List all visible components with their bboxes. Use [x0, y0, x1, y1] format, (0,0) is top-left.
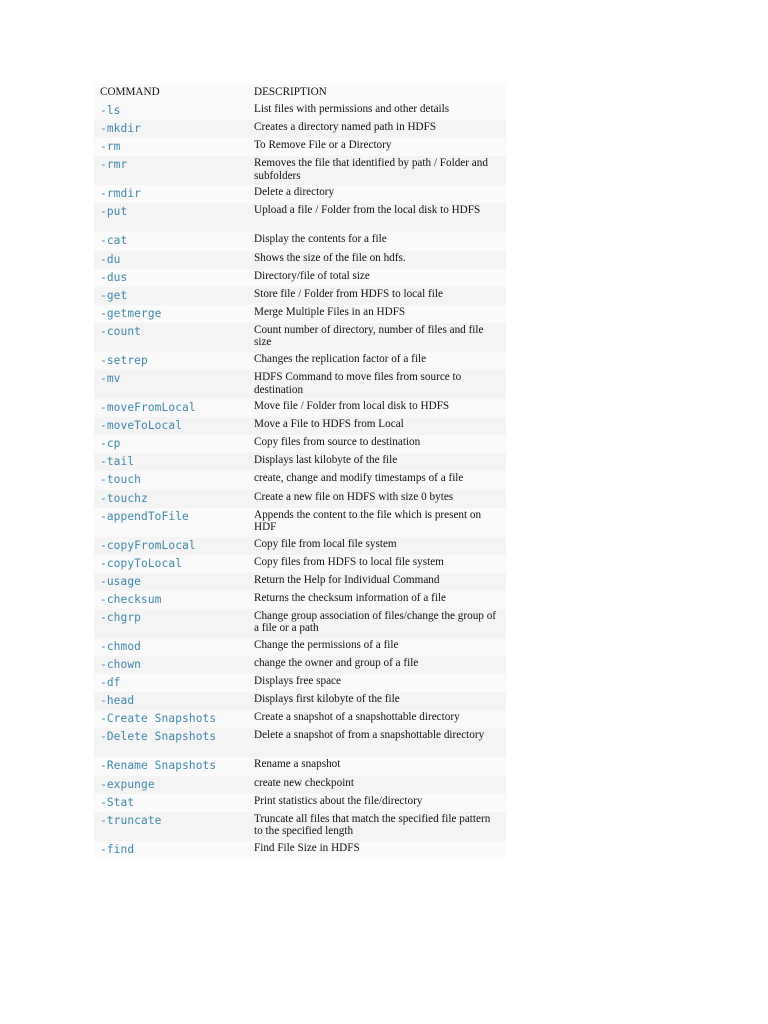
- hdfs-commands-table: [94, 84, 506, 859]
- table-row: [94, 573, 506, 591]
- table-header-row: [94, 84, 506, 102]
- description-cell: Changes the replication factor of a file: [254, 352, 427, 365]
- command-cell: -Delete Snapshots: [100, 730, 217, 744]
- command-cell: -mv: [100, 372, 121, 386]
- command-cell: -setrep: [100, 353, 148, 367]
- table-row: [94, 638, 506, 656]
- command-cell: -expunge: [100, 777, 155, 791]
- command-cell: -checksum: [100, 592, 162, 606]
- command-cell: -du: [100, 252, 121, 266]
- command-cell: -truncate: [100, 813, 162, 827]
- description-cell: change the owner and group of a file: [254, 657, 419, 670]
- table-row: [94, 102, 506, 120]
- table-row: [94, 508, 506, 537]
- command-cell: -moveToLocal: [100, 419, 183, 433]
- table-row: [94, 417, 506, 435]
- command-cell: -find: [100, 842, 135, 856]
- description-cell: Copy file from local file system: [254, 537, 397, 550]
- table-row: [94, 812, 506, 841]
- table-row: [94, 728, 506, 757]
- description-cell: Change group association of files/change the group of a file or a path: [254, 609, 497, 635]
- description-cell: Shows the size of the file on hdfs.: [254, 251, 406, 264]
- table-row: [94, 710, 506, 728]
- table-row: [94, 120, 506, 138]
- table-row: [94, 287, 506, 305]
- table-row: [94, 323, 506, 352]
- command-cell: -head: [100, 694, 135, 708]
- command-cell: -chmod: [100, 639, 142, 653]
- command-cell: -copyFromLocal: [100, 538, 196, 552]
- table-row: [94, 794, 506, 812]
- command-cell: -chgrp: [100, 610, 142, 624]
- command-cell: -mkdir: [100, 122, 142, 136]
- command-cell: -getmerge: [100, 306, 162, 320]
- table-row: [94, 471, 506, 489]
- description-cell: Removes the file that identified by path / Folder and subfolders: [254, 157, 488, 182]
- command-cell: -rmdir: [100, 187, 142, 201]
- description-cell: Print statistics about the file/directory: [254, 794, 423, 807]
- table-row: [94, 841, 506, 859]
- description-cell: Change the permissions of a file: [254, 638, 399, 651]
- description-cell: Creates a directory named path in HDFS: [254, 121, 437, 134]
- table-row: [94, 453, 506, 471]
- description-cell: Rename a snapshot: [254, 758, 341, 771]
- description-cell: Delete a snapshot of from a snapshottable directory: [254, 729, 485, 742]
- table-row: [94, 609, 506, 638]
- description-cell: Create a new file on HDFS with size 0 bytes: [254, 490, 454, 503]
- table-row: [94, 269, 506, 287]
- command-cell: -put: [100, 205, 128, 219]
- command-cell: -get: [100, 288, 128, 302]
- description-cell: Store file / Folder from HDFS to local file: [254, 287, 443, 300]
- table-row: [94, 692, 506, 710]
- table-row: [94, 435, 506, 453]
- table-row: [94, 370, 506, 399]
- command-cell: -rmr: [100, 158, 128, 172]
- table-row: [94, 757, 506, 775]
- table-row: [94, 138, 506, 156]
- table-row: [94, 352, 506, 370]
- description-cell: create new checkpoint: [254, 776, 355, 789]
- table-row: [94, 203, 506, 232]
- command-cell: -count: [100, 324, 142, 338]
- description-cell: Directory/file of total size: [254, 269, 370, 282]
- command-cell: -ls: [100, 104, 121, 118]
- description-cell: Find File Size in HDFS: [254, 841, 360, 854]
- command-cell: -moveFromLocal: [100, 401, 196, 415]
- description-cell: HDFS Command to move files from source to destination: [254, 371, 462, 396]
- command-cell: -copyToLocal: [100, 556, 183, 570]
- description-cell: Returns the checksum information of a file: [254, 591, 446, 604]
- table-row: [94, 537, 506, 555]
- description-cell: Merge Multiple Files in an HDFS: [254, 305, 406, 318]
- table-row: [94, 591, 506, 609]
- description-cell: Delete a directory: [254, 186, 335, 199]
- command-cell: -df: [100, 676, 121, 690]
- table-row: [94, 305, 506, 323]
- command-cell: -tail: [100, 455, 135, 469]
- description-cell: Copy files from HDFS to local file system: [254, 555, 444, 568]
- description-cell: Move file / Folder from local disk to HDFS: [254, 400, 450, 413]
- description-cell: Count number of directory, number of files and file size: [254, 323, 484, 349]
- description-cell: Return the Help for Individual Command: [254, 573, 440, 586]
- description-cell: Displays free space: [254, 675, 341, 688]
- description-cell: Upload a file / Folder from the local disk to HDFS: [254, 204, 481, 217]
- command-cell: -dus: [100, 270, 128, 284]
- table-row: [94, 555, 506, 573]
- command-cell: -touchz: [100, 491, 148, 505]
- column-header-description: DESCRIPTION: [254, 86, 327, 98]
- table-row: [94, 656, 506, 674]
- description-cell: To Remove File or a Directory: [254, 139, 392, 152]
- table-row: [94, 232, 506, 250]
- table-row: [94, 156, 506, 185]
- command-cell: -usage: [100, 574, 142, 588]
- command-cell: -Rename Snapshots: [100, 759, 217, 773]
- description-cell: Display the contents for a file: [254, 233, 387, 246]
- column-header-command: COMMAND: [100, 86, 160, 98]
- table-row: [94, 490, 506, 508]
- description-cell: Copy files from source to destination: [254, 436, 421, 449]
- description-cell: Move a File to HDFS from Local: [254, 418, 404, 431]
- description-cell: Displays first kilobyte of the file: [254, 693, 400, 706]
- table-row: [94, 674, 506, 692]
- table-row: [94, 185, 506, 203]
- command-cell: -appendToFile: [100, 509, 189, 523]
- command-cell: -rm: [100, 140, 121, 154]
- table-row: [94, 251, 506, 269]
- command-cell: -Stat: [100, 795, 135, 809]
- description-cell: create, change and modify timestamps of a file: [254, 472, 464, 485]
- description-cell: Create a snapshot of a snapshottable directory: [254, 711, 460, 724]
- command-cell: -chown: [100, 658, 142, 672]
- table-row: [94, 776, 506, 794]
- description-cell: Appends the content to the file which is present on HDF: [254, 508, 482, 534]
- command-cell: -Create Snapshots: [100, 712, 217, 726]
- table-row: [94, 399, 506, 417]
- description-cell: Truncate all files that match the specified file pattern to the specified length: [254, 812, 491, 838]
- command-cell: -cp: [100, 437, 121, 451]
- description-cell: Displays last kilobyte of the file: [254, 454, 398, 467]
- command-cell: -cat: [100, 234, 128, 248]
- description-cell: List files with permissions and other details: [254, 103, 450, 116]
- command-cell: -touch: [100, 473, 142, 487]
